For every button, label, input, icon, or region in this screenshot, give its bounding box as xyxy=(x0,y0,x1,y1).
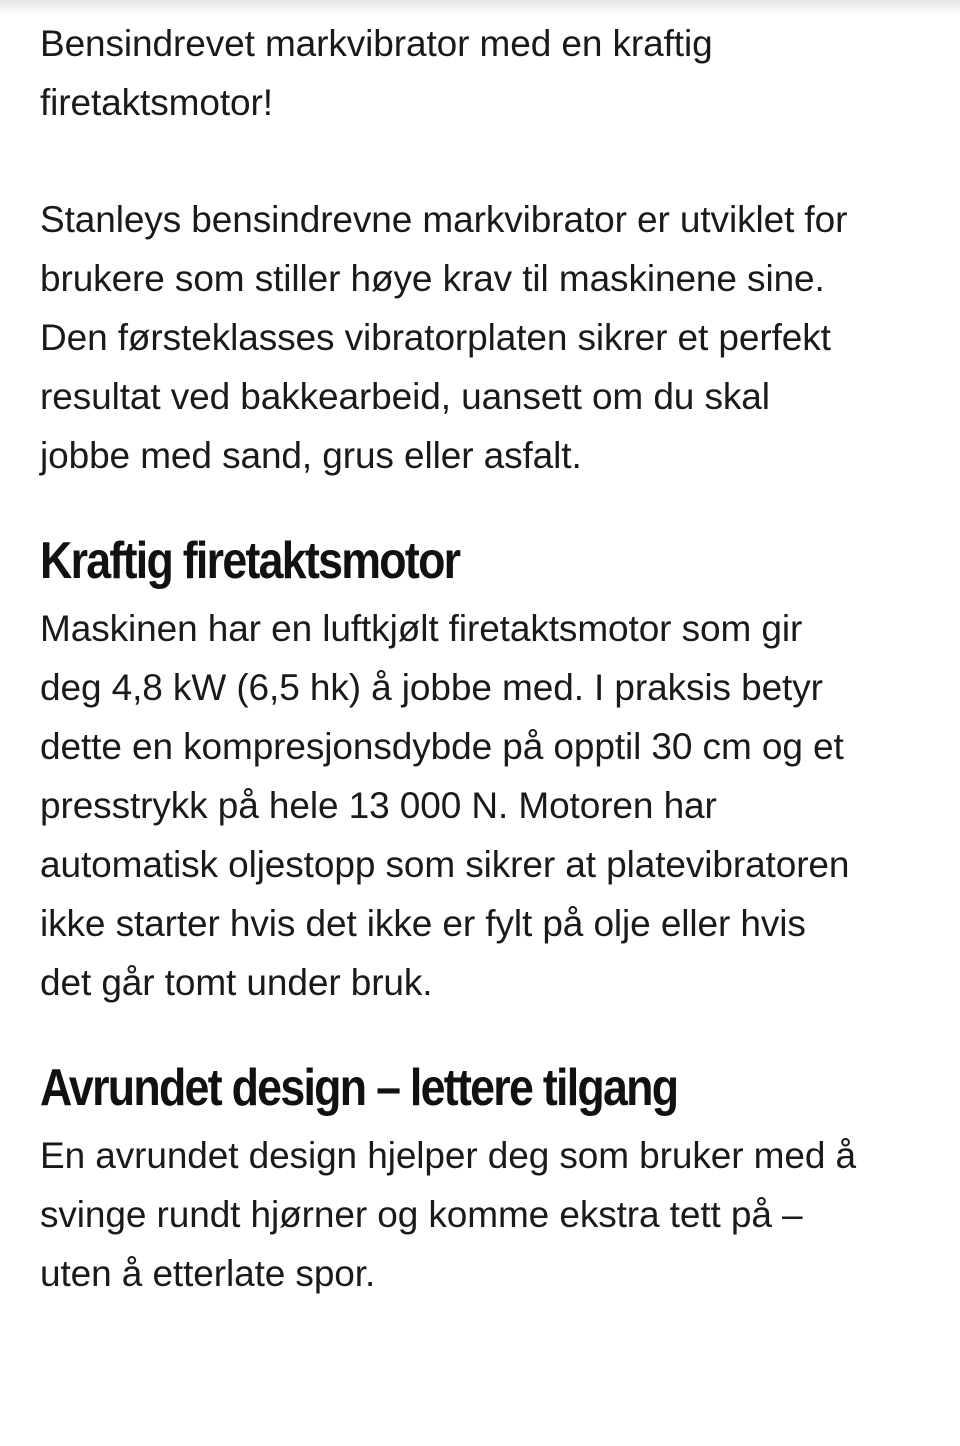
text-line: En avrundet design hjelper deg som bruker med å xyxy=(40,1135,856,1176)
paragraph-spacer xyxy=(40,132,920,190)
design-paragraph xyxy=(40,1126,920,1303)
text-line: Den førsteklasses vibratorplaten sikrer et perfekt xyxy=(40,317,831,358)
intro-paragraph xyxy=(40,14,920,132)
text-line: det går tomt under bruk. xyxy=(40,962,433,1003)
text-line: svinge rundt hjørner og komme ekstra tett på – xyxy=(40,1194,803,1235)
text-line: ikke starter hvis det ikke er fylt på olje eller hvis xyxy=(40,903,806,944)
article-body xyxy=(40,14,920,1303)
text-line: uten å etterlate spor. xyxy=(40,1253,376,1294)
text-line: Stanleys bensindrevne markvibrator er utviklet for xyxy=(40,199,848,240)
text-line: firetaktsmotor! xyxy=(40,82,273,123)
engine-paragraph xyxy=(40,599,920,1012)
section-heading-design: Avrundet design – lettere tilgang xyxy=(40,1059,678,1117)
text-line: resultat ved bakkearbeid, uansett om du skal xyxy=(40,376,770,417)
description-paragraph xyxy=(40,190,920,485)
text-line: automatisk oljestopp som sikrer at platevibratoren xyxy=(40,844,850,885)
text-line: presstrykk på hele 13 000 N. Motoren har xyxy=(40,785,717,826)
text-line: Bensindrevet markvibrator med en kraftig xyxy=(40,23,713,64)
text-line: dette en kompresjonsdybde på opptil 30 cm og et xyxy=(40,726,844,767)
text-line: Maskinen har en luftkjølt firetaktsmotor som gir xyxy=(40,608,803,649)
text-line: jobbe med sand, grus eller asfalt. xyxy=(40,435,582,476)
text-line: deg 4,8 kW (6,5 hk) å jobbe med. I praksis betyr xyxy=(40,667,823,708)
section-heading-engine: Kraftig firetaktsmotor xyxy=(40,532,460,590)
text-line: brukere som stiller høye krav til maskinene sine. xyxy=(40,258,825,299)
